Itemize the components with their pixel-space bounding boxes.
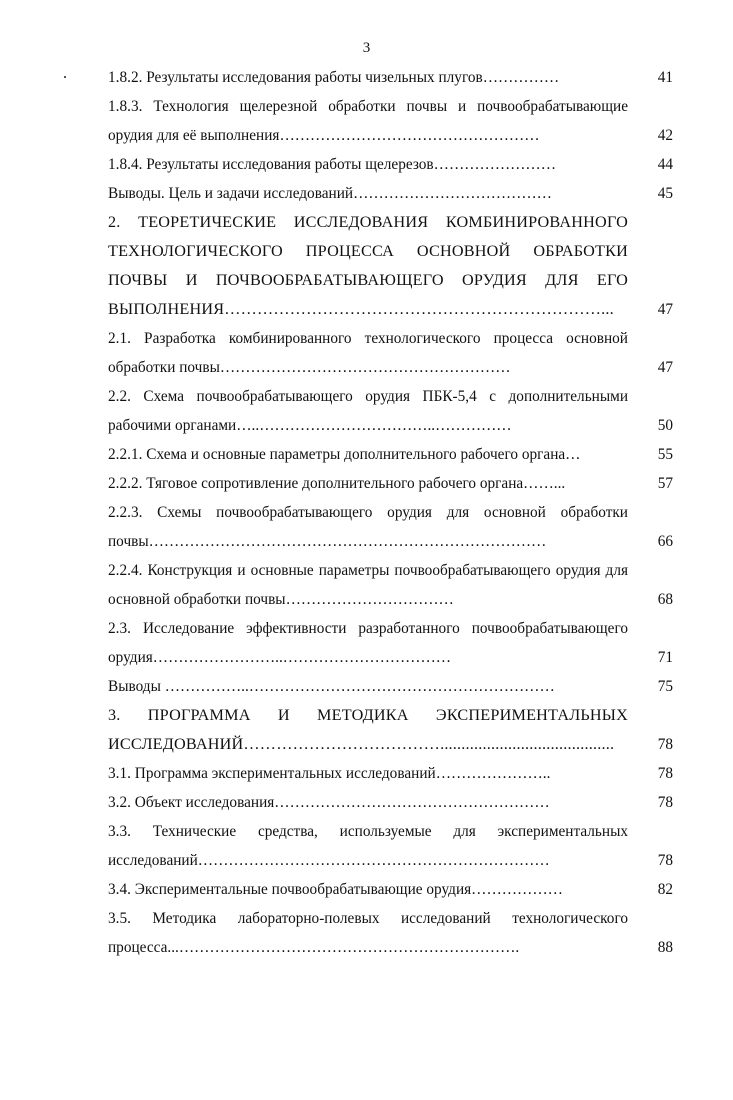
- toc-entry-page: 78: [657, 852, 673, 869]
- toc-entry: [108, 382, 673, 440]
- toc-entry-text: Выводы ……………..……………………………………………………: [108, 678, 555, 695]
- toc-entry: [108, 817, 673, 875]
- toc-entry: [108, 324, 673, 382]
- toc-entry: [108, 759, 673, 788]
- toc-entry: [108, 672, 673, 701]
- toc-entry-text: 2.2.2. Тяговое сопротивление дополнительного рабочего органа……...: [108, 475, 566, 492]
- toc-entry: [108, 904, 673, 962]
- toc-entry-page: 44: [657, 156, 673, 173]
- toc-entry-page: 78: [657, 765, 673, 782]
- toc-entry-page: 55: [657, 446, 673, 463]
- toc-entry-text: 3.3. Технические средства, используемые для экспериментальных исследований……………………………………………………………: [108, 823, 628, 869]
- toc-entry-text: 1.8.3. Технология щелерезной обработки почвы и почвообрабатывающие орудия для её выполнения……………………………………………: [108, 98, 628, 144]
- toc-entry-page: 66: [657, 533, 673, 550]
- toc-entry-page: 47: [657, 359, 673, 376]
- toc-entry-page: 78: [657, 736, 673, 753]
- toc-entry-text: 2.2.1. Схема и основные параметры дополнительного рабочего органа…: [108, 446, 581, 463]
- toc-entry-page: 68: [657, 591, 673, 608]
- toc-entry-page: 42: [657, 127, 673, 144]
- toc-entry-text: 2.2. Схема почвообрабатывающего орудия ПБК-5,4 с дополнительными рабочими органами…..……………………………..……………: [108, 388, 628, 434]
- toc-entry-page: 71: [657, 649, 673, 666]
- toc-entry-page: 50: [657, 417, 673, 434]
- toc-entry: [108, 92, 673, 150]
- toc-chapter-title: 2. ТЕОРЕТИЧЕСКИЕ ИССЛЕДОВАНИЯ КОМБИНИРОВАННОГО ТЕХНОЛОГИЧЕСКОГО ПРОЦЕССА ОСНОВНОЙ ОБРАБОТКИ ПОЧВЫ И ПОЧВООБРАБАТЫВАЮЩЕГО ОРУДИЯ ДЛЯ ЕГО ВЫПОЛНЕНИЯ……………………………………………………………...: [108, 213, 628, 318]
- toc-entry-text: 3.1. Программа экспериментальных исследований…………………..: [108, 765, 551, 782]
- toc-chapter-entry: [108, 208, 673, 324]
- toc-entry: [108, 179, 673, 208]
- toc-entry: [108, 875, 673, 904]
- toc-entry-page: 82: [657, 881, 673, 898]
- scan-mark: [64, 76, 66, 78]
- toc-entry: [108, 63, 673, 92]
- toc-entry-text: 2.2.3. Схемы почвообрабатывающего орудия для основной обработки почвы……………………………………………………………………: [108, 504, 628, 550]
- toc-entry-text: 3.5. Методика лабораторно-полевых исследований технологического процесса...………………………………………………………….: [108, 910, 628, 956]
- toc-entry: [108, 556, 673, 614]
- toc-entry: [108, 498, 673, 556]
- table-of-contents: [108, 63, 673, 962]
- toc-entry: [108, 440, 673, 469]
- toc-entry-text: 2.1. Разработка комбинированного технологического процесса основной обработки почвы…………………………………………………: [108, 330, 628, 376]
- toc-entry-page: 75: [657, 678, 673, 695]
- toc-entry-page: 47: [657, 301, 673, 318]
- toc-chapter-title: 3. ПРОГРАММА И МЕТОДИКА ЭКСПЕРИМЕНТАЛЬНЫХ ИССЛЕДОВАНИЙ……………………………….........................................: [108, 706, 628, 753]
- toc-entry-page: 78: [657, 794, 673, 811]
- toc-entry: [108, 788, 673, 817]
- toc-entry-text: 3.2. Объект исследования………………………………………………: [108, 794, 550, 811]
- toc-entry-page: 88: [657, 939, 673, 956]
- toc-entry: [108, 614, 673, 672]
- toc-entry-page: 41: [657, 69, 673, 86]
- toc-entry: [108, 469, 673, 498]
- toc-entry-text: 1.8.4. Результаты исследования работы щелерезов……………………: [108, 156, 557, 173]
- toc-entry-page: 45: [657, 185, 673, 202]
- toc-entry-text: Выводы. Цель и задачи исследований…………………………………: [108, 185, 552, 202]
- page-number: 3: [362, 40, 371, 56]
- toc-entry-text: 2.3. Исследование эффективности разработанного почвообрабатывающего орудия……………………..……………………………: [108, 620, 628, 666]
- toc-entry: [108, 150, 673, 179]
- toc-entry-text: 1.8.2. Результаты исследования работы чизельных плугов……………: [108, 69, 560, 86]
- toc-chapter-entry: [108, 701, 673, 759]
- toc-entry-text: 3.4. Экспериментальные почвообрабатывающие орудия………………: [108, 881, 563, 898]
- toc-entry-text: 2.2.4. Конструкция и основные параметры почвообрабатывающего орудия для основной обработки почвы……………………………: [108, 562, 628, 608]
- toc-entry-page: 57: [657, 475, 673, 492]
